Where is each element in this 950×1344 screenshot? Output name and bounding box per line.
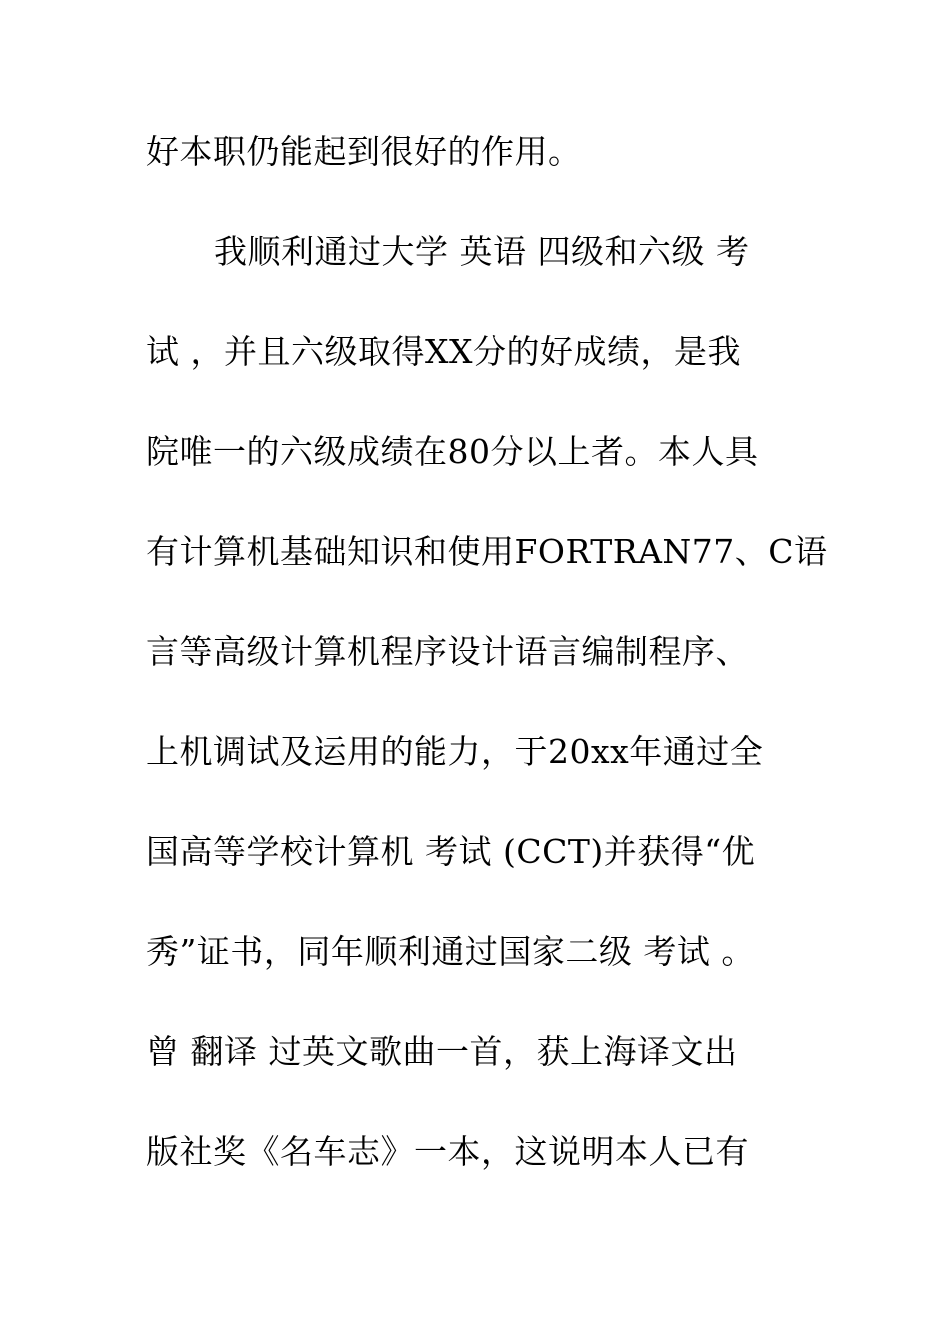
text-line: 好本职仍能起到很好的作用。: [146, 132, 582, 171]
text-line: 有计算机基础知识和使用FORTRAN77、C语: [146, 532, 828, 571]
text-line: 言等高级计算机程序设计语言编制程序、: [146, 632, 749, 671]
text-line: 上机调试及运用的能力，于20xx年通过全: [146, 732, 764, 771]
text-line: 院唯一的六级成绩在80分以上者。本人具: [146, 432, 759, 471]
text-line: 试 ，并且六级取得XX分的好成绩，是我: [146, 332, 741, 371]
text-line: 版社奖《名车志》一本，这说明本人已有: [146, 1132, 749, 1171]
text-line: 国高等学校计算机 考试 (CCT)并获得“优: [146, 832, 756, 871]
paragraph-start-line: 我顺利通过大学 英语 四级和六级 考: [214, 232, 750, 271]
text-line: 曾 翻译 过英文歌曲一首，获上海译文出: [146, 1032, 738, 1071]
text-line: 秀”证书，同年顺利通过国家二级 考试 。: [146, 932, 755, 971]
